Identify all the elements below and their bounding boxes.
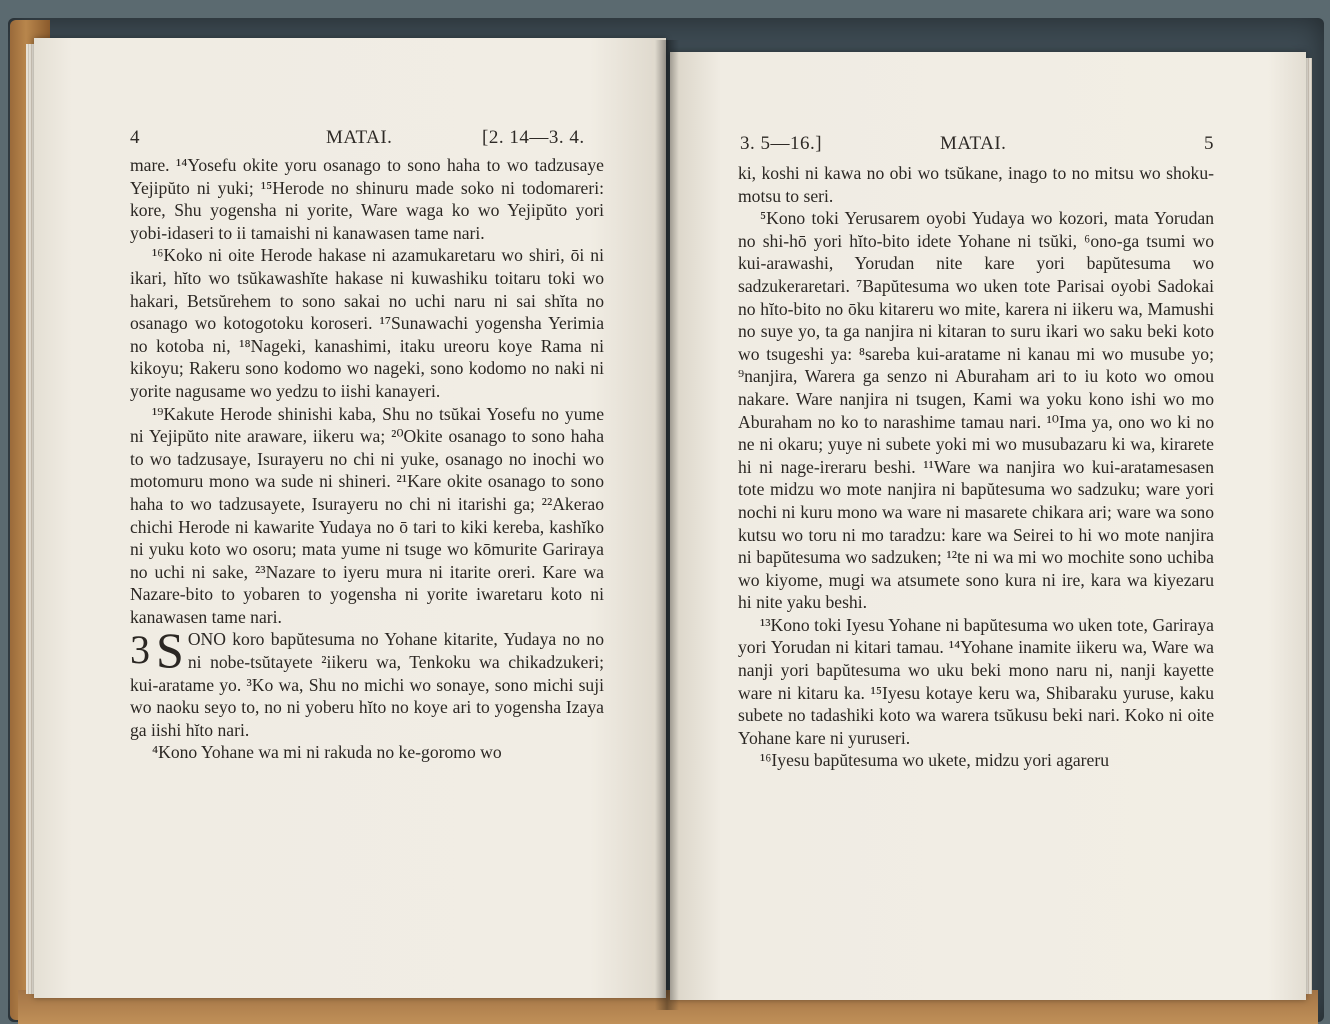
right-running-title: MATAI.: [940, 133, 1007, 154]
left-verse-reference: [2. 14—3. 4.: [482, 127, 585, 148]
right-verse-reference: 3. 5—16.]: [740, 133, 823, 154]
left-page-number: 4: [130, 127, 140, 148]
left-paragraph-last: ⁴Kono Yohane wa mi ni rakuda no ke-goromo wo: [152, 742, 502, 763]
left-paragraph-3: ¹⁹Kakute Herode shinishi kaba, Shu no tsŭkai Yosefu no yume ni Yejipŭto nite araware, iikeru wa; ²⁰Okite osanago to sono haha to wo tadzusaye, Isurayeru no chi ni yuke, osanago no inochi wo motomuru mono wa sude ni shineri. ²¹Kare okite osanago to sono haha to wo tadzusayete, Isurayeru no chi ni itarishi ga; ²²Akerao chichi Herode ni kawarite Yudaya no ō tari to kiki kereba, kashĭko ni yuku koto wo osoru; mata yume ni tsuge wo kōmurite Gariraya no uchi ni sake, ²³Nazare to iyeru mura ni itarite oreri. Kare wa Nazare-bito to yobaren to yogensha ni yorite iwaretaru koto ni kanawasen tame nari.: [130, 403, 604, 627]
drop-cap-letter: S: [156, 622, 184, 679]
left-paragraph-1: mare. ¹⁴Yosefu okite yoru osanago to sono haha to wo tadzusaye Yejipŭto ni yuki; ¹⁵Herode no shinuru made soko ni todomareri: kore, Shu yogensha ni yorite, Ware waga ko wo Yejipŭto yori yobi-idaseri to ii tamaishi ni kanawasen tame nari.: [130, 155, 604, 243]
right-paragraph-3: ¹³Kono toki Iyesu Yohane ni bapŭtesuma wo uken tote, Gariraya yori Yorudan ni kitari tamau. ¹⁴Yohane inamite iikeru wa, Ware wa nanji yori bapŭtesuma wo uku beki mono naru ni, nanji kayette ware ni kitaru ka. ¹⁵Iyesu kotaye keru wa, Shibaraku yuruse, kaku subete no tadashiki koto wa warera tsŭkusu beki nari. Koko ni oite Yohane kare ni yuruseri.: [738, 614, 1214, 748]
right-page-header: [740, 133, 1216, 157]
chapter-number: 3: [130, 627, 150, 673]
chapter-3-opening: [130, 622, 604, 741]
right-paragraph-2: ⁵Kono toki Yerusarem oyobi Yudaya wo kozori, mata Yorudan no shi-hō yori hĭto-bito idete Yohane ni tsŭki, ⁶ono-ga tsumi wo kui-arawashi, Yorudan nite kare yori bapŭtesuma wo sadzukeraretari. ⁷Bapŭtesuma wo uken tote Parisai oyobi Sadokai no hĭto-bito no ōku kitareru wo mite, karera ni iikeru wa, Mamushi no suye yo, ta ga nanjira ni kitaran to suru ikari wo saku beki koto wo tsugeshi ya: ⁸sareba kui-aratame ni kanau mi wo musube yo; ⁹nanjira, Warera ga senzo ni Aburaham ari to iu koto wo omou nakare. Ware nanjira ni tsugen, Kami wa yoku kono ishi wo mo Aburaham no ko to narashime tamau nari. ¹⁰Ima ya, ono wo ki no ne ni okaru; yuye ni subete yoki mi wo musubazaru ki wa, kirarete hi ni nage-ireraru beshi. ¹¹Ware wa nanjira wo kui-aratamesasen tote midzu wo mote nanjira ni bapŭtesuma wo sadzuku; ware yori nochi ni kuru mono wa ware ni masarete chikara ari; ware wa sono kutsu wo toru ni mo taradzu: kare wa Seirei to hi wo mote nanjira ni bapŭtesuma wo sadzuken; ¹²te ni wa mi wo mochite sono uchiba wo kiyome, mugi wa atsumete sono kura ni ire, kara wa kiyezaru hi nite yaku beshi.: [738, 208, 1214, 613]
right-page-text: [738, 162, 1214, 772]
right-page-number: 5: [1204, 133, 1214, 154]
chapter-3-text: ONO koro bapŭtesuma no Yohane kitarite, Yudaya no no ni nobe-tsŭtayete ²iikeru wa, Tenkoku wa chikadzukeri; kui-aratame yo. ³Ko wa, Shu no michi wo sonaye, sono michi suji wo naoku seyo to, no ni yoberu hĭto no koye ari to yogensha Izaya ga iishi hĭto nari.: [130, 629, 604, 740]
left-running-title: MATAI.: [326, 127, 393, 148]
right-paragraph-1: ki, koshi ni kawa no obi wo tsŭkane, inago to no mitsu wo shoku-motsu to seri.: [738, 163, 1214, 206]
left-paragraph-2: ¹⁶Koko ni oite Herode hakase ni azamukaretaru wo shiri, ōi ni ikari, hĭto wo tsŭkawashĭte hakase ni kuwashiku toitaru toki wo hakari, Betsŭrehem to sono sakai no uchi naru ni sai shĭta no osanago wo kotogotoku koroseri. ¹⁷Sunawachi yogensha Yerimia no kotoba ni, ¹⁸Nageki, kanashimi, itaku ureoru koye Rama ni kikoyu; Rakeru sono kodomo wo nageki, sono kodomo no naki ni yorite nagusame wo yedzu to iishi kanayeri.: [130, 245, 604, 401]
left-page-header: [130, 127, 604, 151]
left-page-text: [130, 154, 604, 764]
spine-gutter: [655, 40, 679, 1010]
right-paragraph-4: ¹⁶Iyesu bapŭtesuma wo ukete, midzu yori agareru: [760, 750, 1109, 771]
